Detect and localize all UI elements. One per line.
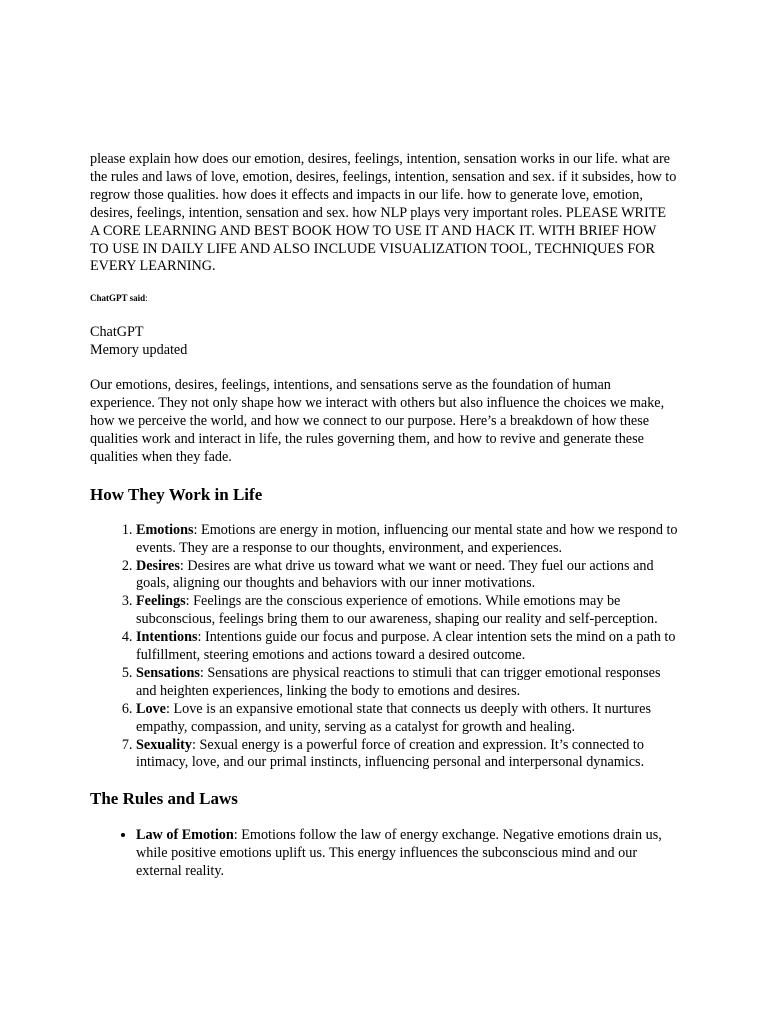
list-item [136, 737, 678, 773]
item-term: Intentions [136, 629, 198, 646]
document-page [90, 151, 678, 881]
law-term: Law of Emotion [136, 827, 234, 844]
section-heading-rules-and-laws: The Rules and Laws [90, 789, 238, 809]
list-item [136, 701, 678, 737]
reply-header [90, 324, 678, 360]
item-text: : Desires are what drive us toward what we want or need. They fuel our actions and goals, aligning our thoughts and behaviors with our inner motivations. [136, 557, 654, 592]
item-text: : Sexual energy is a powerful force of creation and expression. It’s connected to intimacy, love, and our primal instincts, influencing personal and interpersonal dynamics. [136, 736, 645, 771]
item-term: Emotions [136, 521, 194, 538]
item-text: : Feelings are the conscious experience of emotions. While emotions may be subconscious, feelings bring them to our awareness, shaping our reality and self-perception. [136, 593, 658, 628]
law-text: : Emotions follow the law of energy exchange. Negative emotions drain us, while positive emotions uplift us. This energy influences the subconscious mind and our external reality. [136, 827, 662, 880]
list-item [136, 558, 678, 594]
section-heading-how-they-work: How They Work in Life [90, 484, 263, 504]
item-text: : Intentions guide our focus and purpose. A clear intention sets the mind on a path to fulfillment, steering emotions and actions toward a desired outcome. [136, 629, 676, 664]
said-label-colon: : [145, 293, 148, 304]
item-term: Sexuality [136, 736, 192, 753]
list-item [136, 593, 678, 629]
list-item [136, 665, 678, 701]
list-item [136, 629, 678, 665]
item-term: Sensations [136, 664, 200, 681]
list-item [136, 827, 678, 881]
item-term: Desires [136, 557, 180, 574]
item-text: : Sensations are physical reactions to stimuli that can trigger emotional responses and heighten experiences, linking the body to emotions and desires. [136, 664, 661, 699]
list-item [136, 522, 678, 558]
item-term: Love [136, 700, 166, 717]
user-prompt: please explain how does our emotion, desires, feelings, intention, sensation works in our life. what are the rules and laws of love, emotion, desires, feelings, intention, sensation and sex. if it subsides, how to regrow those qualities. how does it effects and impacts in our life. how to generate love, emotion, desires, feelings, intention, sensation and sex. how NLP plays very important roles. PLEASE WRITE A CORE LEARNING AND BEST BOOK HOW TO USE IT AND HACK IT. WITH BRIEF HOW TO USE IN DAILY LIFE AND ALSO INCLUDE VISUALIZATION TOOL, TECHNIQUES FOR EVERY LEARNING. [90, 151, 677, 275]
memory-status: Memory updated [90, 342, 188, 359]
said-label-text: ChatGPT said [90, 293, 146, 304]
item-text: : Love is an expansive emotional state that connects us deeply with others. It nurtures empathy, compassion, and unity, serving as a catalyst for growth and healing. [136, 700, 651, 735]
item-text: : Emotions are energy in motion, influencing our mental state and how we respond to events. They are a response to our thoughts, environment, and experiences. [136, 521, 678, 556]
item-term: Feelings [136, 593, 186, 610]
chatgpt-said-label [90, 292, 678, 304]
reply-author: ChatGPT [90, 324, 144, 341]
intro-paragraph: Our emotions, desires, feelings, intentions, and sensations serve as the foundation of human experience. They not only shape how we interact with others but also influence the choices we make, how we perceive the world, and how we connect to our purpose. Here’s a breakdown of how these qualities work and interact in life, the rules governing them, and how to revive and generate these qualities when they fade. [90, 377, 665, 465]
laws-list [90, 827, 678, 881]
qualities-list [90, 522, 678, 773]
